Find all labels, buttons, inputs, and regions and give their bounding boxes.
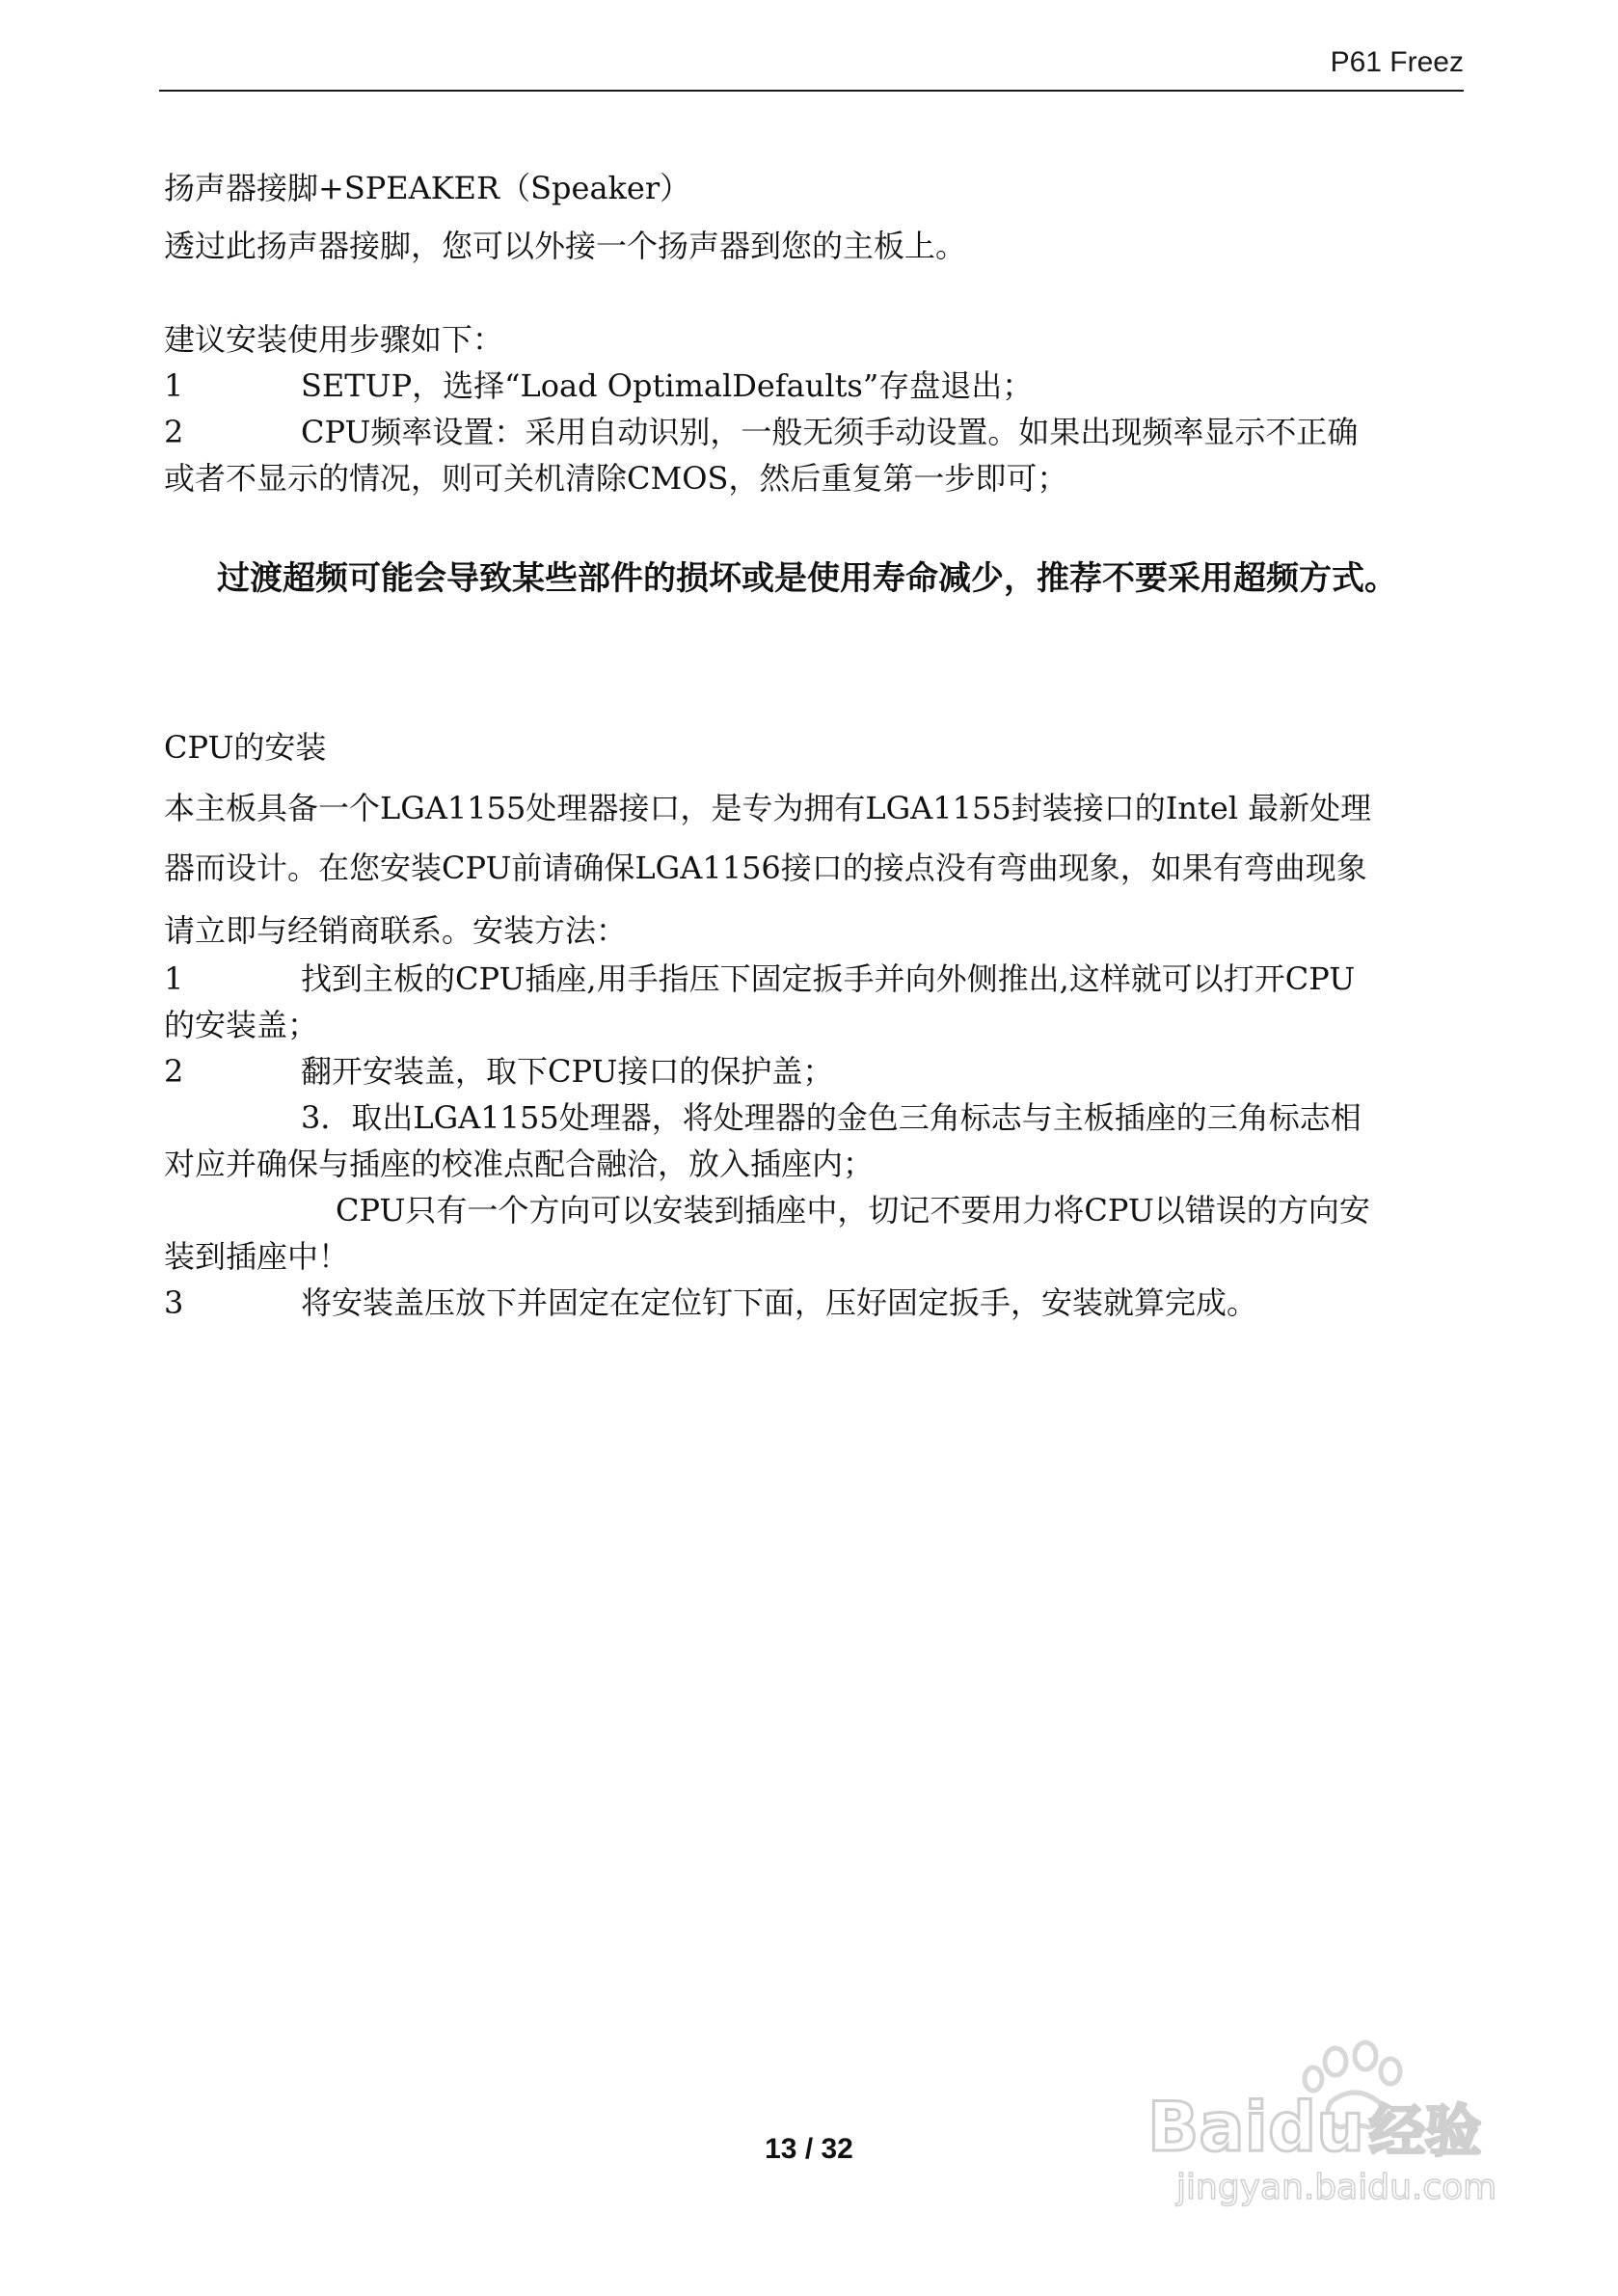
header-divider xyxy=(159,90,1464,92)
cpu-intro-line-2: 器而设计。在您安装CPU前请确保LGA1156接口的接点没有弯曲现象，如果有弯曲现象 xyxy=(164,850,1367,886)
oc-step-2-continued: 或者不显示的情况，则可关机清除CMOS，然后重复第一步即可； xyxy=(164,460,1068,497)
cpu-step-3-continued: 对应并确保与插座的校准点配合融洽，放入插座内； xyxy=(164,1146,875,1182)
step-number: 1 xyxy=(164,367,184,404)
paw-icon xyxy=(1138,2035,1543,2208)
watermark-brand-du: du xyxy=(1268,2088,1364,2167)
baidu-jingyan-watermark xyxy=(1138,2035,1543,2208)
cpu-step-4 xyxy=(164,1283,1257,1322)
cpu-step-2 xyxy=(164,1052,833,1091)
cpu-step-3: 3．取出LGA1155处理器，将处理器的金色三角标志与主板插座的三角标志相 xyxy=(301,1099,1362,1136)
cpu-orientation-note-continued: 装到插座中！ xyxy=(164,1238,350,1275)
watermark-brand: Bai xyxy=(1147,2088,1268,2167)
page-number: 13 / 32 xyxy=(765,2133,853,2165)
speaker-heading: 扬声器接脚+SPEAKER（Speaker） xyxy=(164,170,691,206)
header-title: P61 Freez xyxy=(1330,46,1464,78)
cpu-install-heading: CPU的安装 xyxy=(164,729,327,766)
cpu-intro-line-1: 本主板具备一个LGA1155处理器接口，是专为拥有LGA1155封装接口的Intel 最新处理 xyxy=(164,790,1372,826)
speaker-description: 透过此扬声器接脚，您可以外接一个扬声器到您的主板上。 xyxy=(164,228,967,264)
cpu-intro-line-3: 请立即与经销商联系。安装方法： xyxy=(164,912,628,949)
step-number: 3 xyxy=(164,1284,184,1321)
watermark-brand-cn: 经验 xyxy=(1369,2098,1482,2164)
oc-step-2 xyxy=(164,413,1358,451)
oc-step-1 xyxy=(164,366,1033,405)
step-number: 1 xyxy=(164,960,184,997)
step-text: SETUP，选择“Load OptimalDefaults”存盘退出； xyxy=(301,367,1034,404)
step-number: 2 xyxy=(164,1053,184,1090)
step-number: 2 xyxy=(164,414,184,450)
oc-steps-heading: 建议安装使用步骤如下： xyxy=(164,321,504,358)
step-text: 翻开安装盖，取下CPU接口的保护盖； xyxy=(301,1053,834,1090)
step-text: 找到主板的CPU插座,用手指压下固定扳手并向外侧推出,这样就可以打开CPU xyxy=(301,960,1356,997)
cpu-orientation-note: CPU只有一个方向可以安装到插座中，切记不要用力将CPU以错误的方向安 xyxy=(336,1192,1370,1229)
cpu-step-1 xyxy=(164,959,1355,998)
step-text: 将安装盖压放下并固定在定位钉下面，压好固定扳手，安装就算完成。 xyxy=(301,1284,1258,1321)
overclock-warning: 过渡超频可能会导致某些部件的损坏或是使用寿命减少，推荐不要采用超频方式。 xyxy=(217,559,1397,598)
watermark-url: jingyan.baidu.com xyxy=(1176,2168,1497,2207)
step-text: CPU频率设置：采用自动识别，一般无须手动设置。如果出现频率显示不正确 xyxy=(301,414,1359,450)
cpu-step-1-continued: 的安装盖； xyxy=(164,1007,319,1043)
